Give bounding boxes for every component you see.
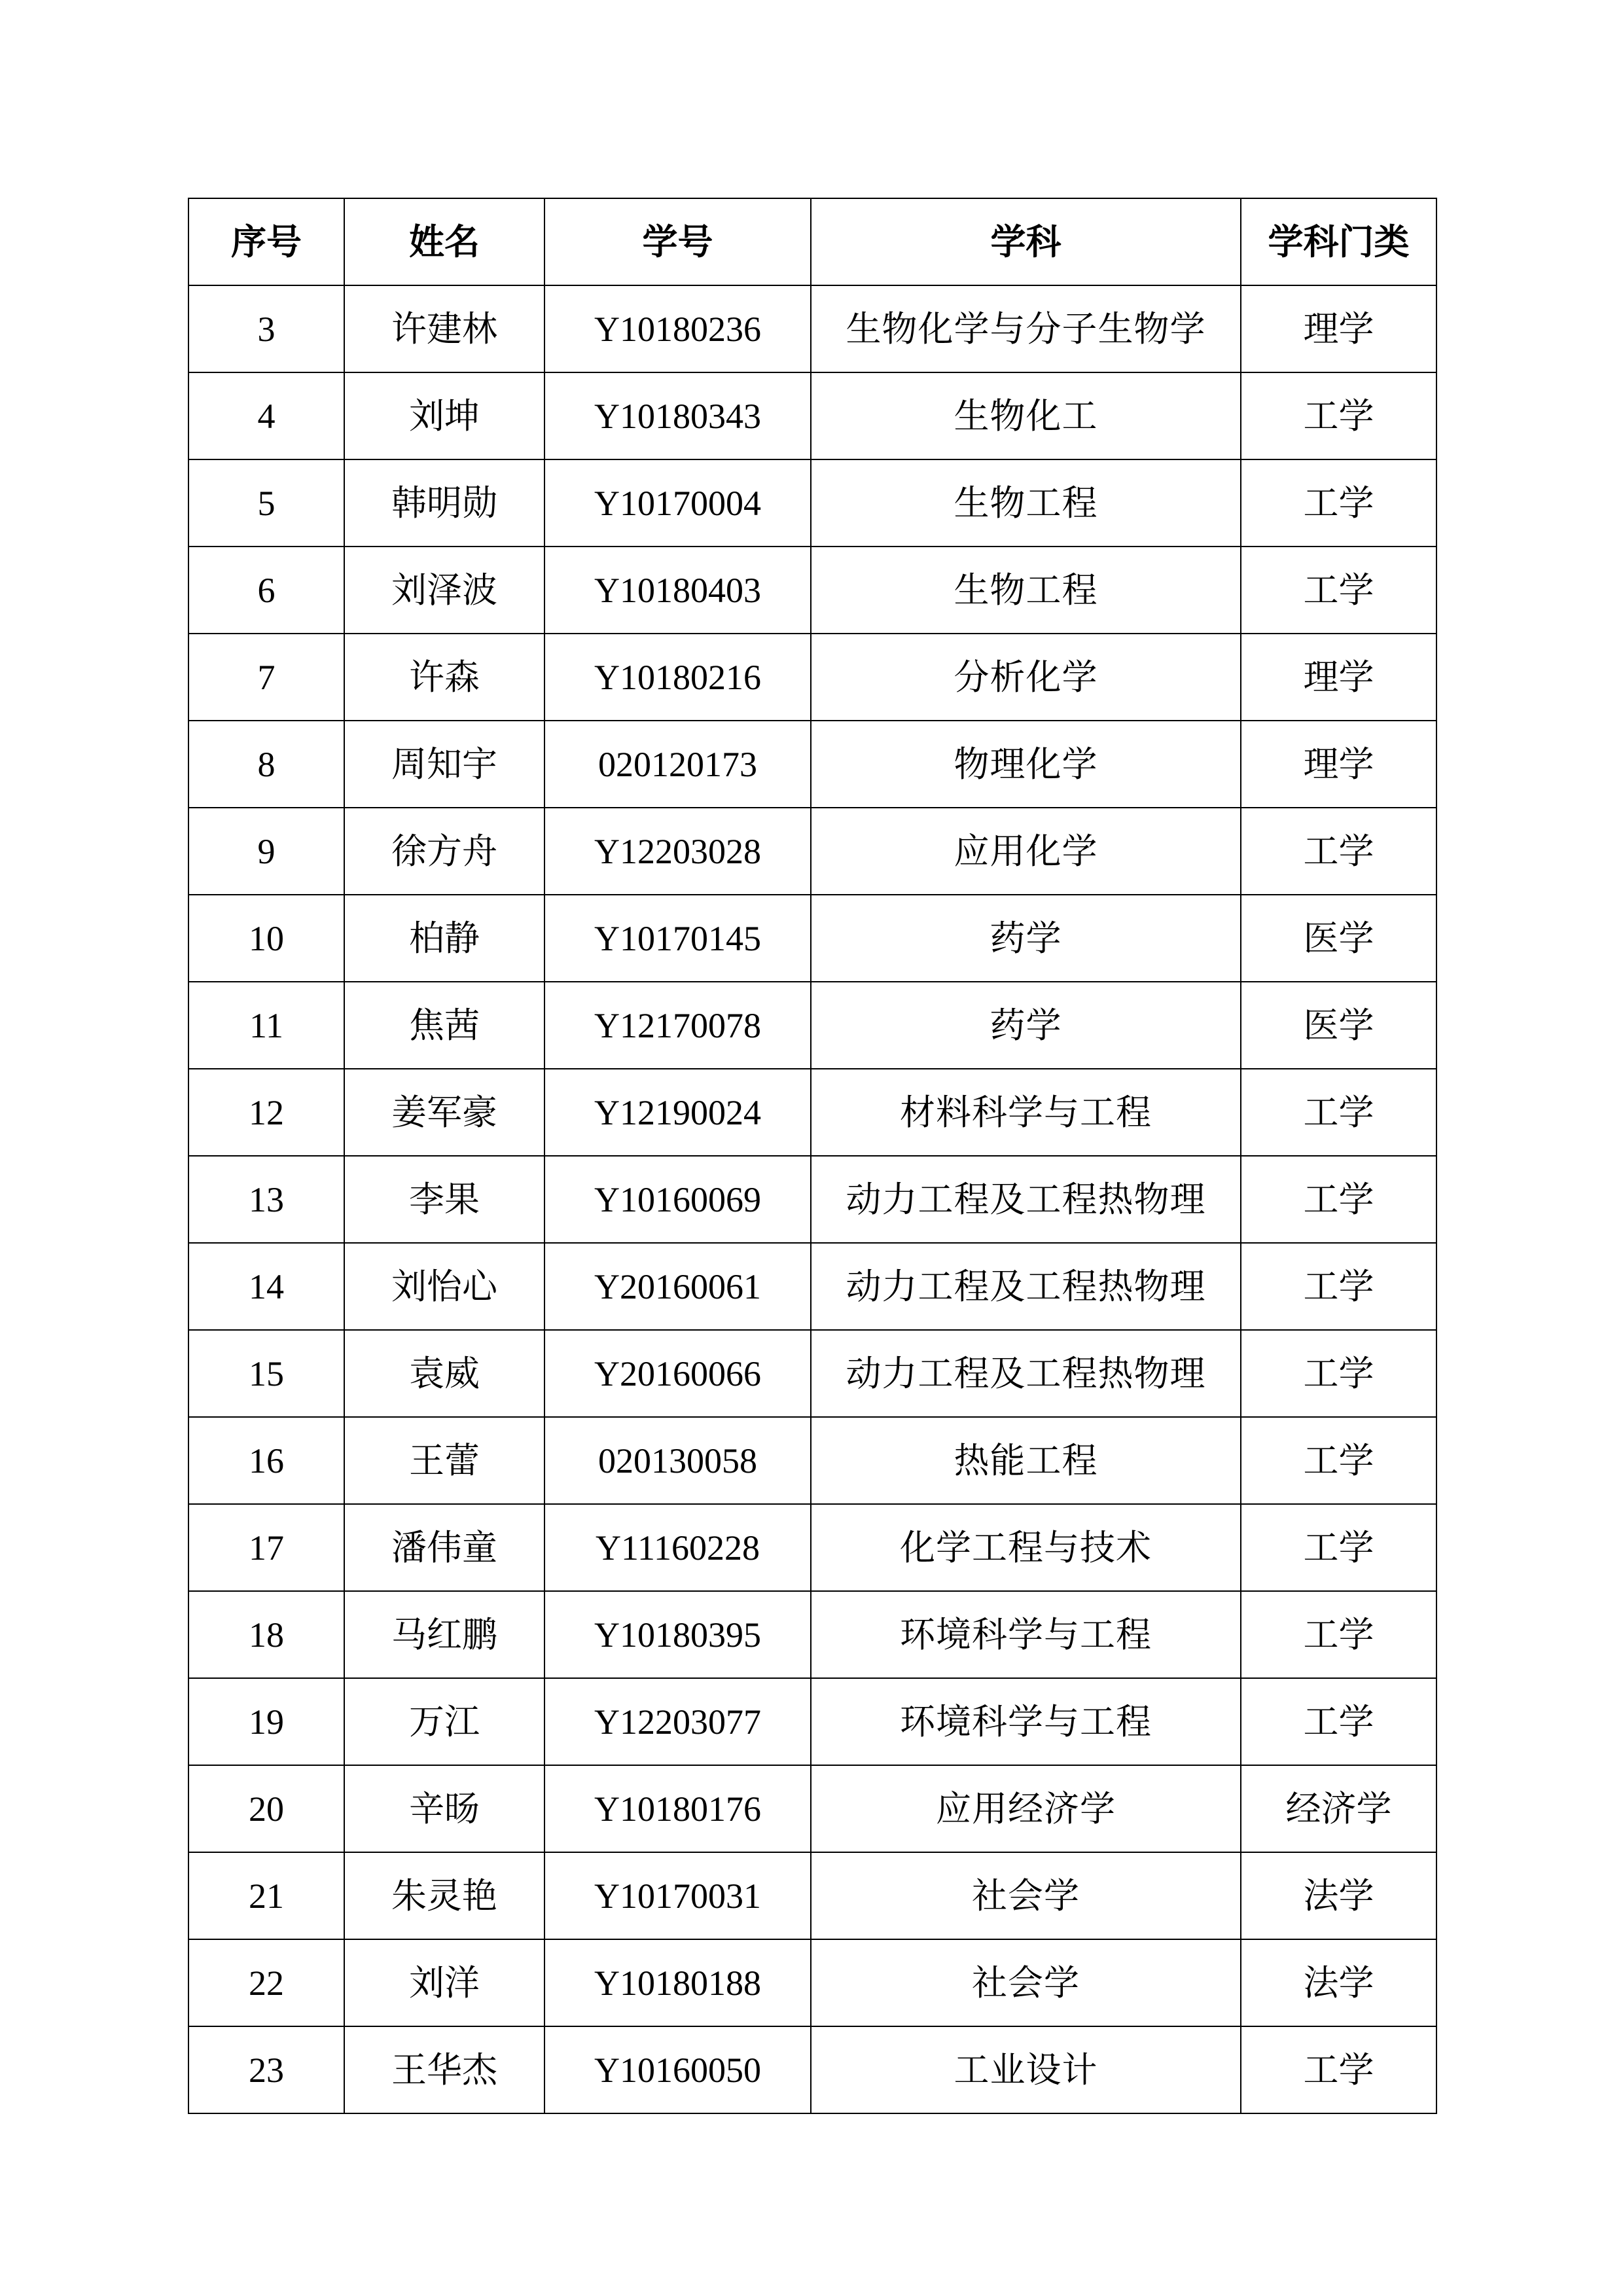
cell-name: 万江: [344, 1678, 544, 1765]
cell-index: 22: [188, 1939, 344, 2026]
cell-subject: 药学: [811, 982, 1241, 1069]
cell-subject: 应用化学: [811, 808, 1241, 895]
cell-name: 辛旸: [344, 1765, 544, 1852]
cell-index: 16: [188, 1417, 344, 1504]
cell-subject: 动力工程及工程热物理: [811, 1243, 1241, 1330]
cell-index: 12: [188, 1069, 344, 1156]
cell-subject-category: 理学: [1241, 634, 1436, 721]
cell-student-id: Y10180236: [544, 285, 811, 372]
cell-subject-category: 工学: [1241, 2026, 1436, 2113]
cell-student-id: Y10180343: [544, 372, 811, 459]
cell-name: 潘伟童: [344, 1504, 544, 1591]
table-row: [188, 1852, 1436, 1939]
table-row: [188, 372, 1436, 459]
cell-subject: 环境科学与工程: [811, 1591, 1241, 1678]
table-row: [188, 1591, 1436, 1678]
cell-index: 5: [188, 459, 344, 547]
cell-student-id: Y12203077: [544, 1678, 811, 1765]
table-row: [188, 808, 1436, 895]
cell-subject-category: 工学: [1241, 547, 1436, 634]
table-row: [188, 895, 1436, 982]
cell-name: 袁威: [344, 1330, 544, 1417]
cell-index: 13: [188, 1156, 344, 1243]
cell-student-id: Y10170145: [544, 895, 811, 982]
cell-name: 刘泽波: [344, 547, 544, 634]
cell-index: 9: [188, 808, 344, 895]
table-row: [188, 1417, 1436, 1504]
cell-student-id: Y10180216: [544, 634, 811, 721]
cell-name: 姜军豪: [344, 1069, 544, 1156]
cell-subject: 环境科学与工程: [811, 1678, 1241, 1765]
header-subject-category: 学科门类: [1241, 198, 1436, 285]
cell-name: 马红鹏: [344, 1591, 544, 1678]
cell-subject-category: 理学: [1241, 285, 1436, 372]
table-row: [188, 1939, 1436, 2026]
table-row: [188, 1504, 1436, 1591]
cell-subject-category: 工学: [1241, 372, 1436, 459]
cell-student-id: Y12190024: [544, 1069, 811, 1156]
cell-subject-category: 工学: [1241, 808, 1436, 895]
cell-student-id: Y10170004: [544, 459, 811, 547]
cell-index: 19: [188, 1678, 344, 1765]
cell-subject: 化学工程与技术: [811, 1504, 1241, 1591]
cell-subject: 动力工程及工程热物理: [811, 1330, 1241, 1417]
cell-subject-category: 经济学: [1241, 1765, 1436, 1852]
cell-student-id: Y10180403: [544, 547, 811, 634]
cell-subject: 应用经济学: [811, 1765, 1241, 1852]
student-roster-table: [188, 198, 1437, 2114]
cell-subject: 物理化学: [811, 721, 1241, 808]
cell-name: 王蕾: [344, 1417, 544, 1504]
cell-name: 焦茜: [344, 982, 544, 1069]
cell-student-id: Y12203028: [544, 808, 811, 895]
cell-index: 8: [188, 721, 344, 808]
cell-index: 3: [188, 285, 344, 372]
cell-subject-category: 工学: [1241, 1330, 1436, 1417]
table-row: [188, 2026, 1436, 2113]
cell-index: 15: [188, 1330, 344, 1417]
table-row: [188, 1069, 1436, 1156]
cell-student-id: Y12170078: [544, 982, 811, 1069]
cell-student-id: Y10170031: [544, 1852, 811, 1939]
cell-student-id: 020130058: [544, 1417, 811, 1504]
cell-subject-category: 工学: [1241, 1156, 1436, 1243]
table-header-row: [188, 198, 1436, 285]
header-student-id: 学号: [544, 198, 811, 285]
cell-subject: 社会学: [811, 1852, 1241, 1939]
cell-name: 柏静: [344, 895, 544, 982]
table-row: [188, 1243, 1436, 1330]
cell-name: 许森: [344, 634, 544, 721]
cell-subject: 热能工程: [811, 1417, 1241, 1504]
cell-student-id: Y11160228: [544, 1504, 811, 1591]
cell-index: 21: [188, 1852, 344, 1939]
cell-student-id: Y20160061: [544, 1243, 811, 1330]
cell-student-id: Y10180188: [544, 1939, 811, 2026]
cell-index: 11: [188, 982, 344, 1069]
cell-index: 23: [188, 2026, 344, 2113]
table-row: [188, 1765, 1436, 1852]
cell-subject: 材料科学与工程: [811, 1069, 1241, 1156]
table-row: [188, 547, 1436, 634]
cell-subject-category: 法学: [1241, 1852, 1436, 1939]
header-subject: 学科: [811, 198, 1241, 285]
cell-subject-category: 工学: [1241, 1504, 1436, 1591]
cell-index: 6: [188, 547, 344, 634]
cell-subject: 分析化学: [811, 634, 1241, 721]
cell-name: 刘洋: [344, 1939, 544, 2026]
cell-index: 4: [188, 372, 344, 459]
cell-index: 18: [188, 1591, 344, 1678]
cell-index: 10: [188, 895, 344, 982]
cell-name: 韩明勋: [344, 459, 544, 547]
cell-name: 许建林: [344, 285, 544, 372]
cell-subject-category: 理学: [1241, 721, 1436, 808]
table-row: [188, 285, 1436, 372]
table-body: [188, 285, 1436, 2113]
cell-subject-category: 工学: [1241, 1417, 1436, 1504]
cell-index: 20: [188, 1765, 344, 1852]
cell-index: 17: [188, 1504, 344, 1591]
cell-subject: 药学: [811, 895, 1241, 982]
cell-name: 朱灵艳: [344, 1852, 544, 1939]
cell-subject-category: 法学: [1241, 1939, 1436, 2026]
cell-subject-category: 工学: [1241, 1591, 1436, 1678]
cell-subject: 动力工程及工程热物理: [811, 1156, 1241, 1243]
cell-subject: 生物工程: [811, 547, 1241, 634]
cell-subject: 社会学: [811, 1939, 1241, 2026]
table-row: [188, 721, 1436, 808]
header-index: 序号: [188, 198, 344, 285]
cell-index: 14: [188, 1243, 344, 1330]
cell-name: 王华杰: [344, 2026, 544, 2113]
cell-name: 周知宇: [344, 721, 544, 808]
cell-student-id: Y20160066: [544, 1330, 811, 1417]
table-row: [188, 1156, 1436, 1243]
cell-name: 刘坤: [344, 372, 544, 459]
cell-subject: 生物工程: [811, 459, 1241, 547]
table-row: [188, 459, 1436, 547]
cell-subject: 生物化工: [811, 372, 1241, 459]
cell-subject: 工业设计: [811, 2026, 1241, 2113]
cell-subject-category: 工学: [1241, 459, 1436, 547]
table-row: [188, 1330, 1436, 1417]
table-row: [188, 1678, 1436, 1765]
cell-subject-category: 工学: [1241, 1243, 1436, 1330]
table-row: [188, 982, 1436, 1069]
table-row: [188, 634, 1436, 721]
cell-subject-category: 工学: [1241, 1678, 1436, 1765]
cell-subject-category: 工学: [1241, 1069, 1436, 1156]
cell-student-id: Y10160050: [544, 2026, 811, 2113]
cell-name: 李果: [344, 1156, 544, 1243]
cell-student-id: Y10180395: [544, 1591, 811, 1678]
cell-subject-category: 医学: [1241, 982, 1436, 1069]
cell-subject: 生物化学与分子生物学: [811, 285, 1241, 372]
cell-student-id: Y10180176: [544, 1765, 811, 1852]
cell-student-id: Y10160069: [544, 1156, 811, 1243]
cell-index: 7: [188, 634, 344, 721]
cell-name: 徐方舟: [344, 808, 544, 895]
cell-name: 刘怡心: [344, 1243, 544, 1330]
cell-student-id: 020120173: [544, 721, 811, 808]
cell-subject-category: 医学: [1241, 895, 1436, 982]
header-name: 姓名: [344, 198, 544, 285]
